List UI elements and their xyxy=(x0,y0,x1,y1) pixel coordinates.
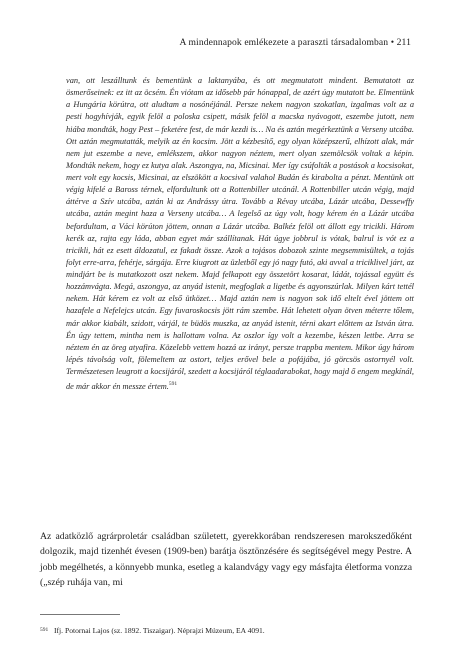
running-header xyxy=(0,37,411,48)
quote-text: van, ott leszálltunk és bementünk a laktanyába, és ott megmutatott mindent. Bemutatott az ösmerőseinek: ez itt az öcsém. Én viótam az idősebb pár hónappal, de azért úgy mutatott be. Elmentünk a Hungária körútra, ott aludtam a nosónéjánál. Persze nekem nagyon szokatlan, izgalmas volt az a pesti hogyhívják, egyik felöl a poloska csipett, másik felöl a macska nyávogott, eszembe jutott, nem hiába mondták, hogy Pest – feketére fest, de már kezdi is… Na és aztán megérkeztünk a Verseny utcába. Ott aztán megmutatták, melyik az én kocsim. Jött a kézbesítő, egy olyan középszerű, elhízott alak, már nem jut eszembe a neve, emlékszem, akkor nagyon néztem, mert olyan szemölcsök voltak a képin. Mondták nekem, hogy ez kutya alak. Aszongya, na, Micsinai. Mer így csúfolták a postások a kocsisokat, mert volt egy kocsis, Micsinai, az elszökött a kocsival valahol Budán és kirabolta a pénzt. Mentünk ott végig kifelé a Baross térnek, elfordultunk ott a Rottenbiller utcánál. A Rottenbiller utcán végig, majd áttérve a Szív utcába, aztán ki az Andrássy útra. Tovább a Révay utcába, Lázár utcába, Dessewffy utcába, aztán megint haza a Verseny utcába… A legelső az úgy volt, hogy kérem én a Lázár utcába befordultam, a Váci körúton jöttem, onnan a Lázár utcába. Balkéz felöl ott állott egy tricikli. Három kerék az, rajta egy láda, abban egyet már szállítanak. Hát úgye jobbrul is vótak, balrul is vót ez a tricikli, hát ez esett áldozatul, ez fakadt össze. Azok a tojásos dobozok szinte megsemmisültek, a tojás folyt erre-arra, fehérje, sárgája. Erre kiugrott az üzletből egy jó nagy futó, aki avval a triciklivel járt, az mindjárt be is mutatkozott oszt nekem. Majd felkapott egy összetört kosarat, ládát, tojással együtt és hozzámvágta. Megá, aszongya, az anyád istenit, megfoglak a ligetbe és agyonszúrlak. Milyen kárt tettél nekem. Hát kérem ez volt az első ütközet… Majd aztán nem is nagyon sok idő eltelt ével jöttem ott hazafele a Nefelejcs utcán. Egy fuvaroskocsis jött rám szembe. Hát lehetett olyan ötven méterre tőlem, már akkor kiabált, szidott, várjál, te büdös muszka, az anyád istenit, térni akart előttem az István útra. Én úgy tettem, mintha nem is hallottam volna. Az oszlor így volt a kezembe, készen lettbe. Arra se néztem én az öreg atyafira. Közelebb vettem hozzá az irányt, persze trappba mentem. Mikor úgy három lépés távolság volt, fölemeltem az ostort, teljes erővel bele a pofájába, jó görcsös ostornyél volt. Természetesen leugrott a kocsijáról, szedett a kocsijáról téglaadarabokat, hogy majd ő engem megkínál, de már akkor én messze értem. xyxy=(66,76,414,391)
footnote-reference: 591 xyxy=(168,381,178,388)
page-number: 211 xyxy=(396,37,411,48)
interview-quote xyxy=(66,75,414,393)
footnote-number: 591 xyxy=(40,627,49,633)
footnote xyxy=(40,625,412,636)
footnote-divider xyxy=(40,614,120,615)
body-paragraph: Az adatközlő agrárproletár családban született, gyerekkorában rendszeresen marokszedőként dolgozik, majd tizenhét évesen (1909-ben) barátja ösztönzésére és segítségével megy Pestre. A jobb megélhetés, a könnyebb munka, esetleg a kalandvágy vagy egy másfajta életforma vonzza („szép ruhája van, mi xyxy=(40,531,412,588)
header-title: A mindennapok emlékezete a paraszti társadalomban xyxy=(179,37,389,48)
header-separator: • xyxy=(390,37,395,48)
footnote-text: Ifj. Potornai Lajos (sz. 1892. Tiszaigar). Néprajzi Múzeum, EA 4091. xyxy=(54,626,265,635)
